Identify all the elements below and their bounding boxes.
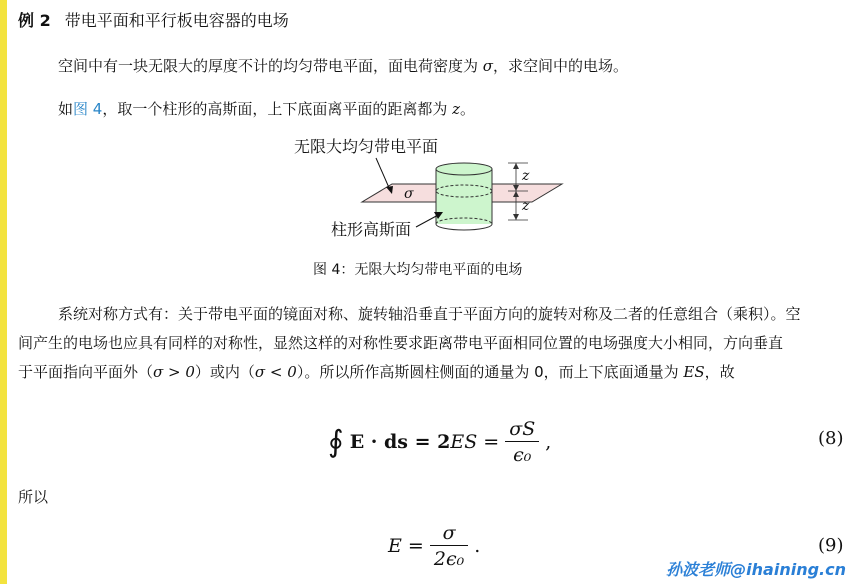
intro-text-end: 。 [460, 100, 476, 118]
body-text: ）。所以所作高斯圆柱侧面的通量为 0，而上下底面通量为 [296, 363, 679, 381]
sigma-symbol: σ [482, 57, 494, 75]
eq8-numerator: σS [505, 418, 539, 442]
intro-text: 如 [58, 100, 74, 118]
contour-integral-symbol: ∮ [328, 424, 344, 460]
watermark: 孙波老师@ihaining.cn [666, 560, 846, 579]
sigma-label: σ [404, 186, 414, 202]
body-paragraph [18, 300, 852, 387]
eq8-lhs: E · ds = 2 [349, 431, 451, 453]
intro-text: ，取一个柱形的高斯面，上下底面离平面的距离都为 [102, 100, 448, 118]
eq8-denominator: ϵ₀ [513, 444, 532, 466]
condition-negative: σ < 0 [254, 363, 297, 381]
body-text: ，故 [704, 363, 735, 381]
body-text: ）或内（ [194, 363, 255, 381]
eq9-numerator: σ [430, 522, 468, 546]
body-line-3 [18, 358, 852, 387]
gauss-cylinder-body [436, 169, 492, 224]
eq9-denominator: 2ϵ₀ [433, 548, 465, 570]
flux-symbol: ES [683, 363, 705, 381]
figure-caption: 图 4：无限大均匀带电平面的电场 [313, 262, 523, 278]
body-text: 于平面指向平面外（ [18, 363, 154, 381]
figure-reference-link[interactable]: 图 4 [73, 100, 103, 118]
left-margin-bar [0, 0, 7, 584]
intro-text-end: ，求空间中的电场。 [493, 57, 629, 75]
example-number: 例 2 [18, 11, 51, 30]
condition-positive: σ > 0 [153, 363, 195, 381]
z-symbol: z [452, 100, 461, 118]
intro-line-2 [58, 98, 475, 119]
gauss-cylinder-top [436, 163, 492, 175]
equation-9 [388, 522, 480, 570]
example-title: 带电平面和平行板电容器的电场 [64, 11, 289, 30]
plane-label: 无限大均匀带电平面 [294, 137, 439, 156]
eq8-fraction [505, 418, 539, 466]
intro-text: 空间中有一块无限大的厚度不计的均匀带电平面，面电荷密度为 [58, 57, 479, 75]
plane-label-arrow [376, 158, 390, 190]
example-heading [18, 8, 289, 31]
eq8-equals: = [477, 431, 506, 453]
eq9-period: . [468, 535, 481, 557]
so-text: 所以 [18, 488, 49, 506]
cylinder-label: 柱形高斯面 [331, 220, 412, 239]
eq9-equals: = [401, 535, 430, 557]
equation-number-8: (8) [818, 428, 844, 449]
eq8-comma: , [539, 431, 552, 453]
equation-8 [328, 418, 551, 466]
body-line-2: 间产生的电场也应具有同样的对称性，显然这样的对称性要求距离带电平面相同位置的电场强度大小相同，方向垂直 [18, 334, 784, 352]
eq8-es: ES [450, 431, 478, 453]
equation-number-9: (9) [818, 535, 844, 556]
z-label-top: z [522, 168, 530, 184]
body-line-1: 系统对称方式有：关于带电平面的镜面对称、旋转轴沿垂直于平面方向的旋转对称及二者的任意组合（乘积）。空 [58, 305, 801, 323]
intro-line-1 [58, 55, 628, 76]
z-label-bottom: z [522, 198, 530, 214]
figure-gauss-cylinder [280, 132, 580, 256]
eq9-fraction [430, 522, 468, 570]
eq9-lhs: E [388, 535, 402, 557]
